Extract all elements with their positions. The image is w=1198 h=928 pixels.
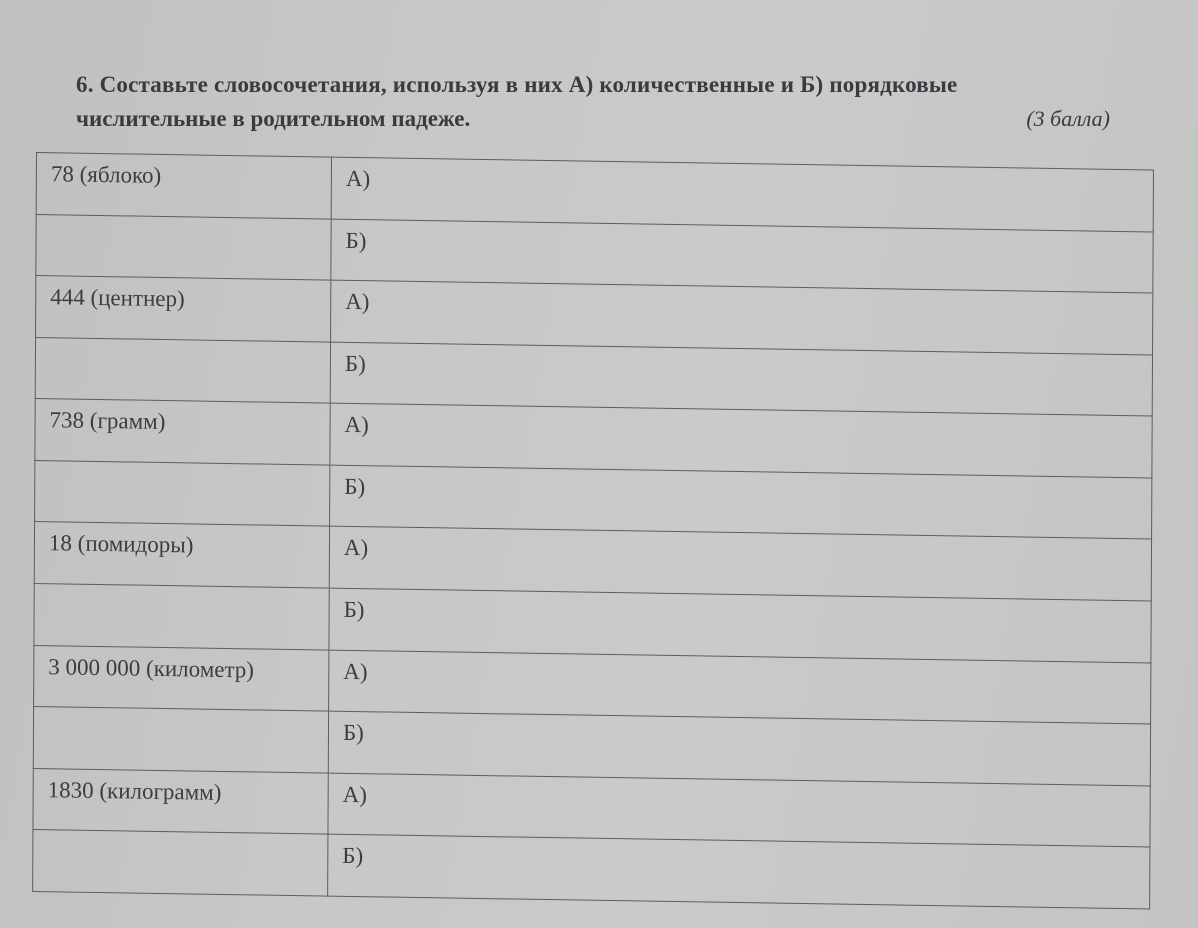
answer-cell-b[interactable]: Б) bbox=[328, 711, 1150, 785]
answer-cell-a[interactable]: А) bbox=[329, 527, 1151, 601]
task-points: (3 балла) bbox=[1026, 106, 1110, 131]
word-cell: 3 000 000 (километр) bbox=[34, 645, 329, 711]
empty-word-cell bbox=[35, 337, 330, 403]
task-instruction-line2-row bbox=[76, 102, 1116, 136]
answer-cell-a[interactable]: А) bbox=[330, 403, 1152, 477]
answer-table bbox=[32, 152, 1154, 910]
task-instruction-line2: числительные в родительном падеже. bbox=[76, 106, 471, 131]
answer-cell-b[interactable]: Б) bbox=[330, 342, 1152, 416]
empty-word-cell bbox=[33, 830, 328, 896]
empty-word-cell bbox=[33, 707, 328, 773]
answer-cell-a[interactable]: А) bbox=[331, 157, 1153, 231]
task-instruction-line1: 6. Составьте словосочетания, используя в них А) количественные и Б) порядковые bbox=[76, 72, 958, 97]
task-header bbox=[76, 68, 1116, 136]
empty-word-cell bbox=[36, 214, 331, 280]
word-cell: 444 (центнер) bbox=[36, 276, 331, 342]
word-cell: 18 (помидоры) bbox=[34, 522, 329, 588]
answer-cell-b[interactable]: Б) bbox=[329, 588, 1151, 662]
word-cell: 78 (яблоко) bbox=[36, 153, 331, 219]
answer-cell-a[interactable]: А) bbox=[331, 280, 1153, 354]
answer-cell-b[interactable]: Б) bbox=[328, 834, 1150, 909]
word-cell: 738 (грамм) bbox=[35, 399, 330, 465]
answer-cell-a[interactable]: А) bbox=[328, 773, 1150, 847]
answer-cell-b[interactable]: Б) bbox=[331, 219, 1153, 293]
empty-word-cell bbox=[35, 460, 330, 526]
word-cell: 1830 (килограмм) bbox=[33, 768, 328, 834]
answer-cell-b[interactable]: Б) bbox=[330, 465, 1152, 539]
empty-word-cell bbox=[34, 584, 329, 650]
answer-cell-a[interactable]: А) bbox=[329, 650, 1151, 724]
